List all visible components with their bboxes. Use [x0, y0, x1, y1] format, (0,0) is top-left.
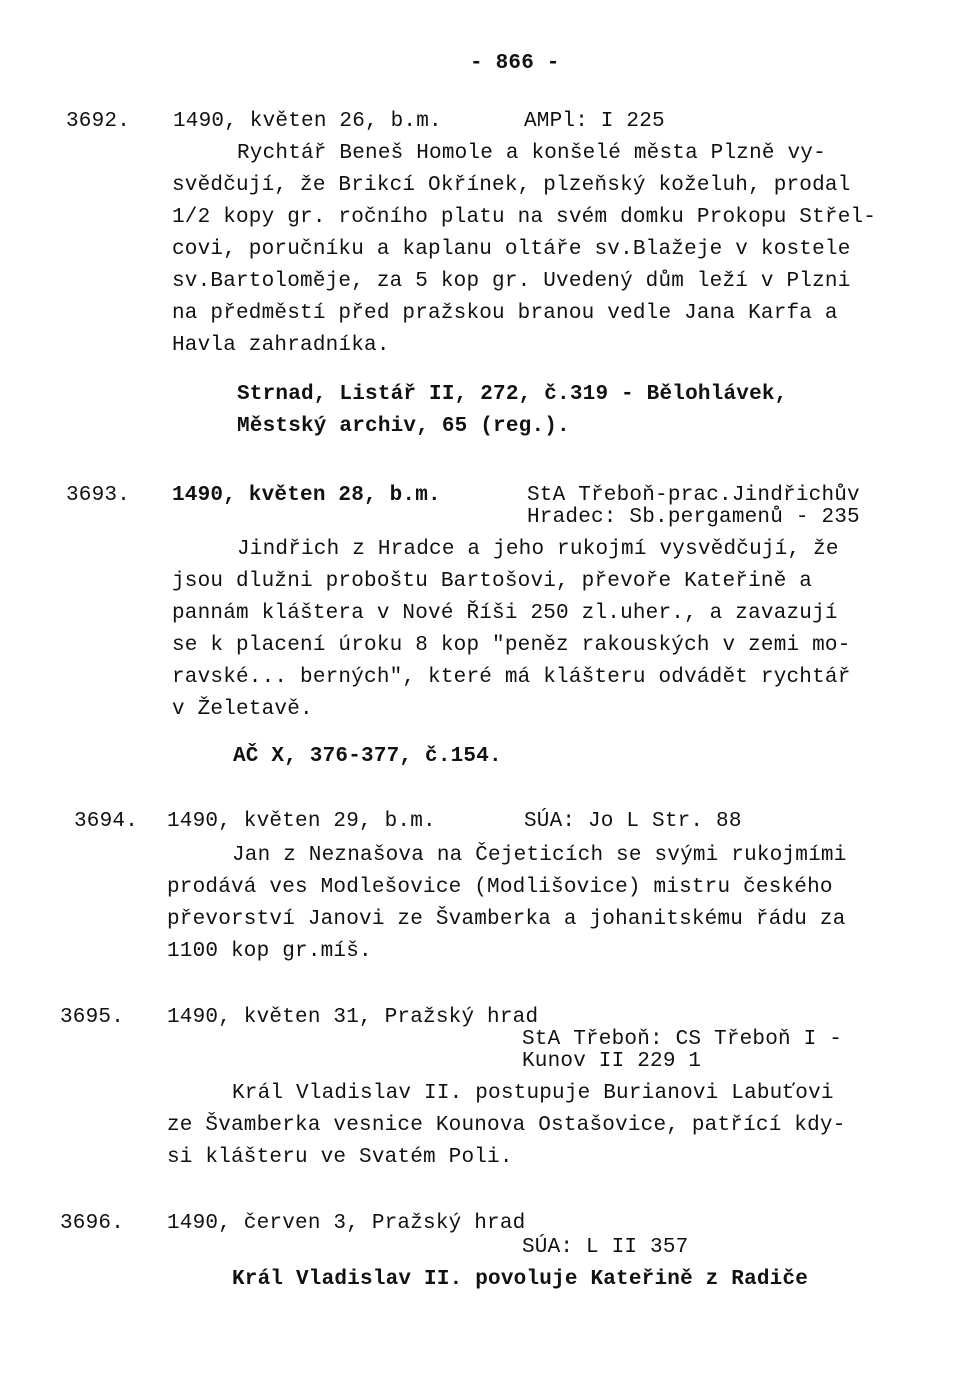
entry-date: 1490, květen 28, b.m.: [172, 484, 441, 507]
entry-number: 3693.: [66, 484, 131, 507]
entry-text-line: covi, poručníku a kaplanu oltáře sv.Blažeje v kostele: [172, 238, 851, 261]
entry-source: Hradec: Sb.pergamenů - 235: [527, 506, 860, 529]
entry-date: 1490, květen 29, b.m.: [167, 810, 436, 833]
entry-text-line: pannám kláštera v Nové Říši 250 zl.uher., a zavazují: [172, 602, 838, 625]
entry-number: 3694.: [74, 810, 139, 833]
entry-source: Kunov II 229 1: [522, 1050, 702, 1073]
entry-reference-line: Městský archiv, 65 (reg.).: [237, 415, 570, 438]
entry-text-line: jsou dlužni proboštu Bartošovi, převoře Kateřině a: [172, 570, 813, 593]
entry-reference-line: Strnad, Listář II, 272, č.319 - Bělohlávek,: [237, 383, 788, 406]
entry-source: AMPl: I 225: [524, 110, 665, 133]
entry-text-line: Král Vladislav II. postupuje Burianovi Labuťovi: [232, 1082, 834, 1105]
entry-text-line: ze Švamberka vesnice Kounova Ostašovice, patřící kdy-: [167, 1114, 846, 1137]
entry-text-line: Rychtář Beneš Homole a konšelé města Plzně vy-: [237, 142, 826, 165]
entry-number: 3696.: [60, 1212, 125, 1235]
entry-text-line: Jindřich z Hradce a jeho rukojmí vysvědčují, že: [237, 538, 839, 561]
entry-source: StA Třeboň-prac.Jindřichův: [527, 484, 860, 507]
entry-text-line: svědčují, že Brikcí Okřínek, plzeňský koželuh, prodal: [172, 174, 851, 197]
entry-reference-line: AČ X, 376-377, č.154.: [233, 745, 502, 768]
entry-text-line: sv.Bartoloměje, za 5 kop gr. Uvedený dům leží v Plzni: [172, 270, 851, 293]
entry-text-line: Havla zahradníka.: [172, 334, 390, 357]
entry-text-line: na předměstí před pražskou branou vedle Jana Karfa a: [172, 302, 838, 325]
entry-text-line: ravské... berných", které má klášteru odvádět rychtář: [172, 666, 851, 689]
entry-number: 3692.: [66, 110, 131, 133]
entry-text-line: 1100 kop gr.míš.: [167, 940, 372, 963]
entry-text-line: 1/2 kopy gr. ročního platu na svém domku Prokopu Střel-: [172, 206, 877, 229]
entry-number: 3695.: [60, 1006, 125, 1029]
entry-text-line: v Želetavě.: [172, 698, 313, 721]
entry-source: StA Třeboň: CS Třeboň I -: [522, 1028, 843, 1051]
entry-date: 1490, květen 31, Pražský hrad: [167, 1006, 539, 1029]
entry-source: SÚA: L II 357: [522, 1236, 689, 1259]
page-number: - 866 -: [470, 52, 560, 75]
entry-text-line: si klášteru ve Svatém Poli.: [167, 1146, 513, 1169]
entry-text-line: Král Vladislav II. povoluje Kateřině z Radiče: [232, 1268, 809, 1291]
entry-date: 1490, květen 26, b.m.: [173, 110, 442, 133]
entry-text-line: Jan z Neznašova na Čejeticích se svými rukojmími: [232, 844, 847, 867]
entry-text-line: se k placení úroku 8 kop "peněz rakouských v zemi mo-: [172, 634, 851, 657]
entry-date: 1490, červen 3, Pražský hrad: [167, 1212, 526, 1235]
entry-text-line: prodává ves Modlešovice (Modlišovice) mistru českého: [167, 876, 833, 899]
entry-source: SÚA: Jo L Str. 88: [524, 810, 742, 833]
entry-text-line: převorství Janovi ze Švamberka a johanitskému řádu za: [167, 908, 846, 931]
